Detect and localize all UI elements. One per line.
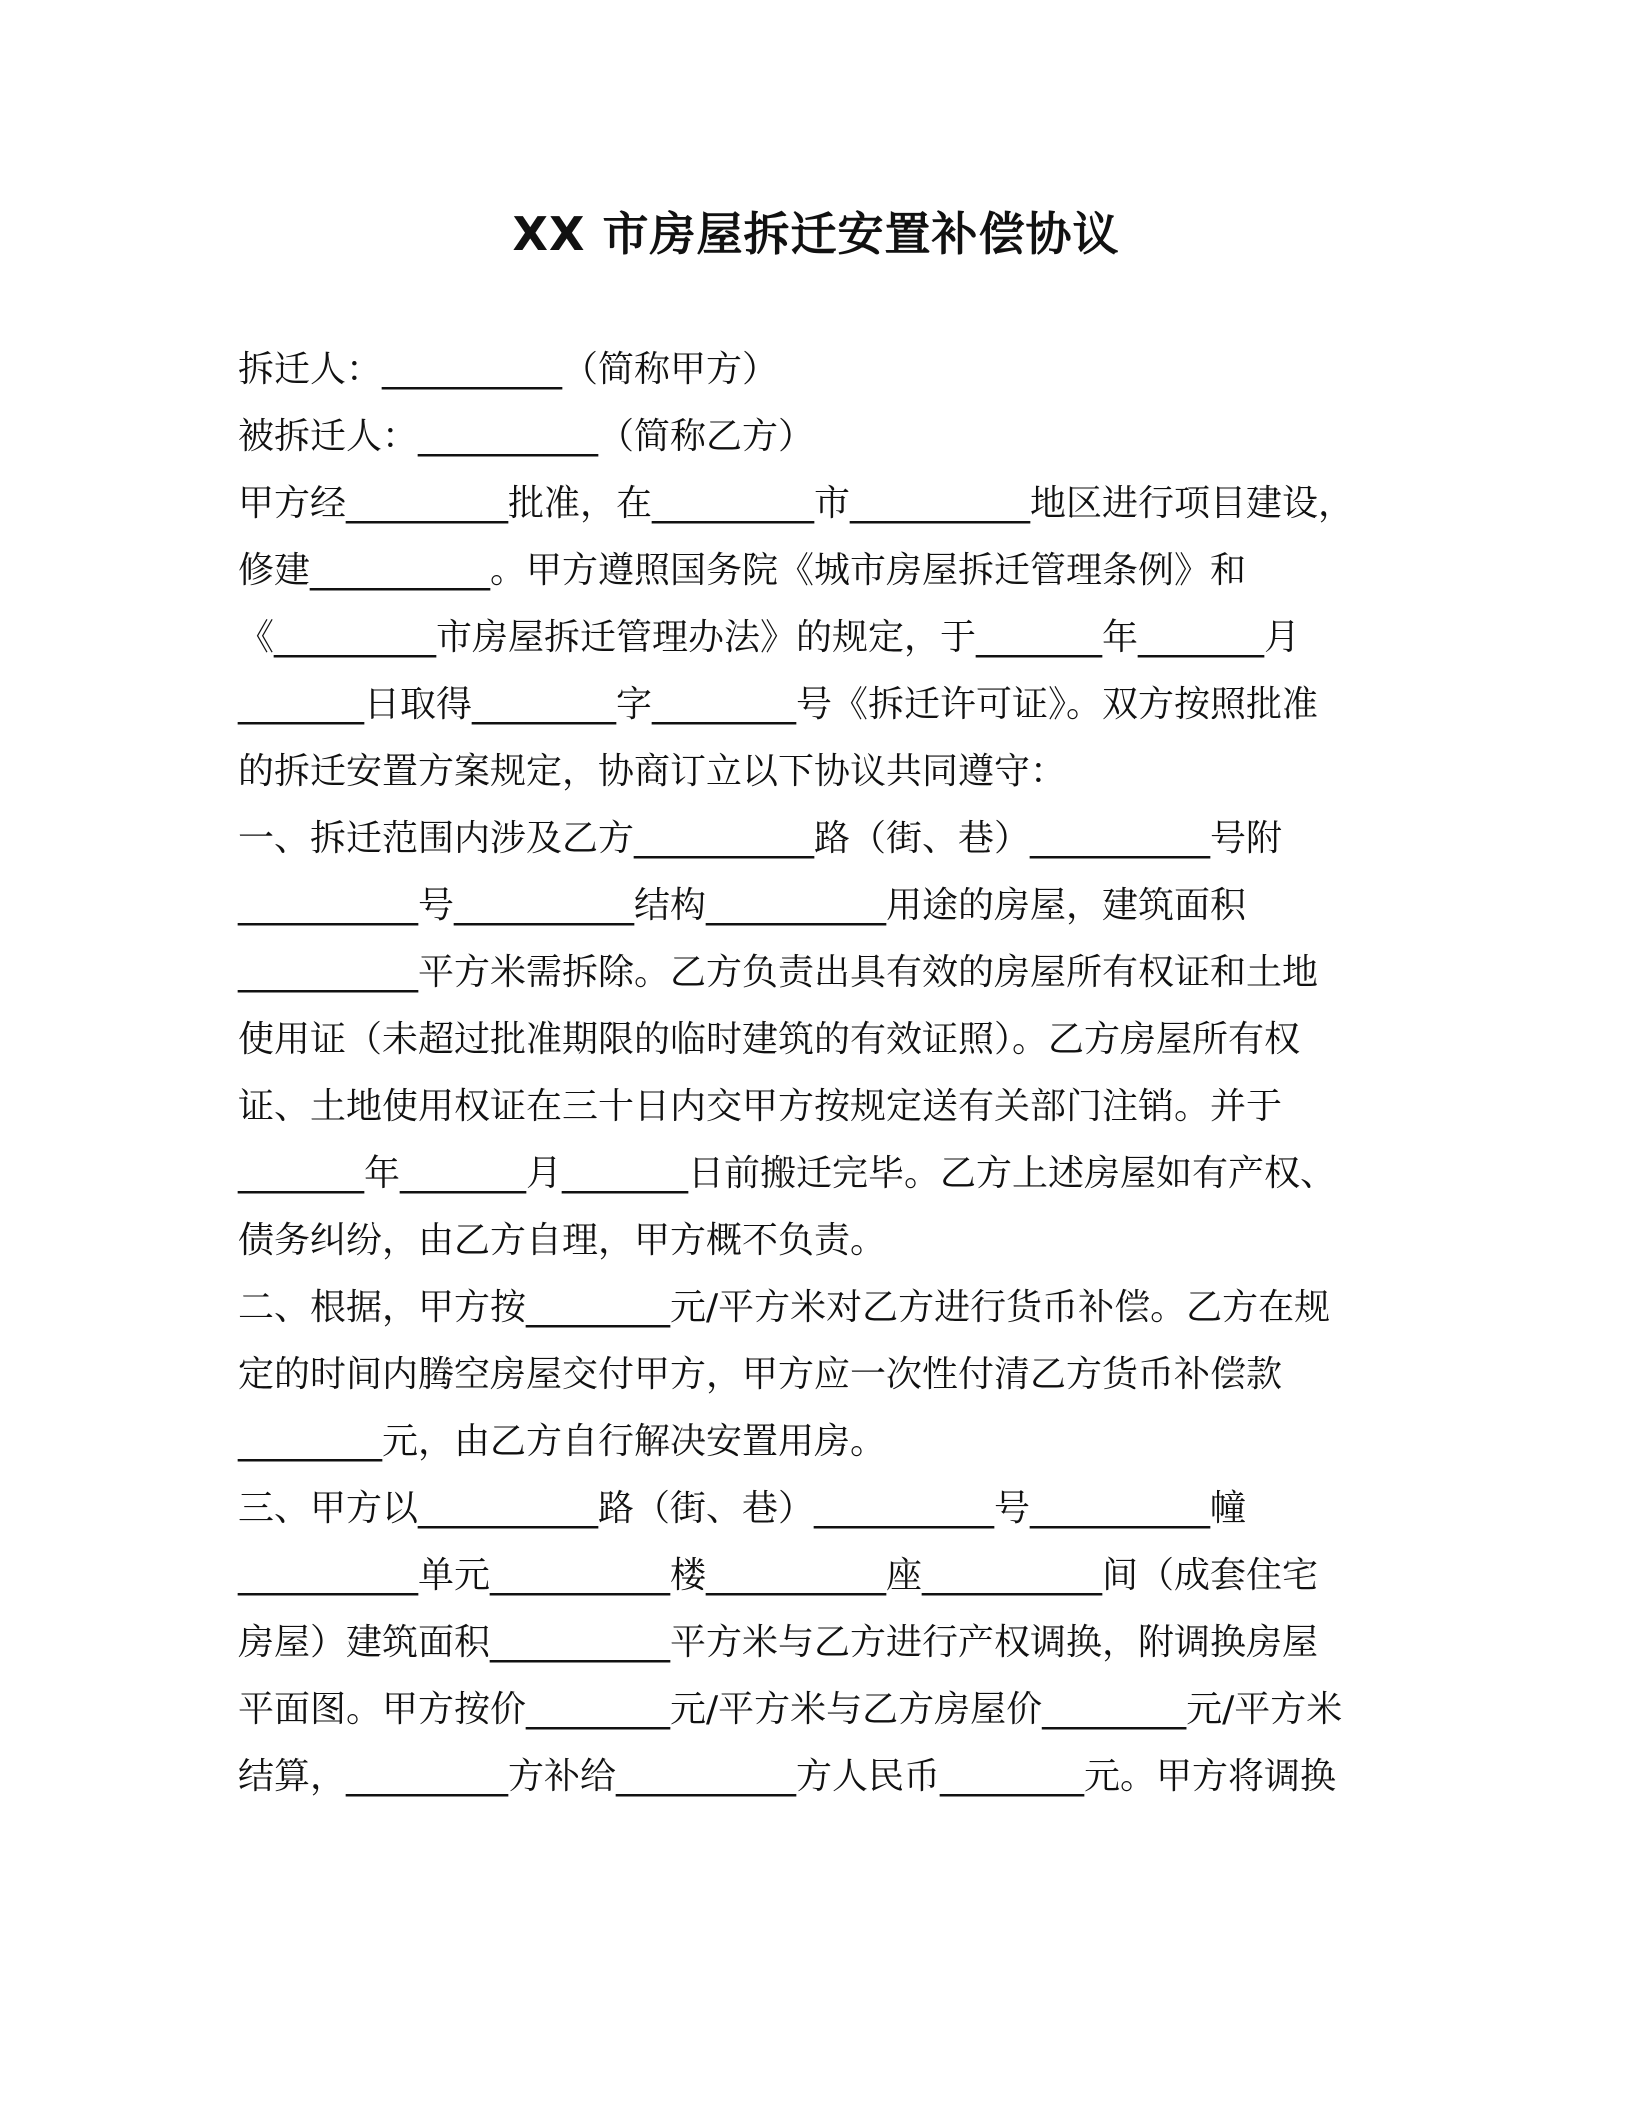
text-line: __________号__________结构__________用途的房屋，建筑面积 [238,885,1247,926]
text-line: 结算，_________方补给__________方人民币________元。甲方将调换 [238,1756,1337,1797]
text-line: 定的时间内腾空房屋交付甲方，甲方应一次性付清乙方货币补偿款 [238,1354,1283,1395]
text-line: 甲方经_________批准，在_________市__________地区进行项目建设， [238,483,1355,524]
text-line: 平面图。甲方按价________元/平方米与乙方房屋价________元/平方米 [238,1689,1343,1730]
agreement-body [238,336,1418,1810]
text-line: 的拆迁安置方案规定，协商订立以下协议共同遵守： [238,751,1067,792]
text-line: __________平方米需拆除。乙方负责出具有效的房屋所有权证和土地 [238,952,1319,993]
text-line: 拆迁人：__________（简称甲方） [238,349,779,390]
text-line: 房屋）建筑面积__________平方米与乙方进行产权调换，附调换房屋 [238,1622,1319,1663]
text-line: _______日取得________字________号《拆迁许可证》。双方按照批准 [238,684,1319,725]
text-line: 修建__________。甲方遵照国务院《城市房屋拆迁管理条例》和 [238,550,1247,591]
text-line: 被拆迁人：__________（简称乙方） [238,416,815,457]
text-line: 债务纠纷，由乙方自理，甲方概不负责。 [238,1220,887,1261]
text-line: 二、根据，甲方按________元/平方米对乙方进行货币补偿。乙方在规 [238,1287,1331,1328]
text-line: 三、甲方以__________路（街、巷）__________号__________幢 [238,1488,1247,1529]
text-line: 《_________市房屋拆迁管理办法》的规定，于_______年_______月 [238,617,1301,658]
document-title: XX 市房屋拆迁安置补偿协议 [512,207,1120,261]
text-line: _______年_______月_______日前搬迁完毕。乙方上述房屋如有产权、 [238,1153,1337,1194]
text-line: 一、拆迁范围内涉及乙方__________路（街、巷）__________号附 [238,818,1283,859]
text-line: 使用证（未超过批准期限的临时建筑的有效证照）。乙方房屋所有权 [238,1019,1301,1060]
text-line: 证、土地使用权证在三十日内交甲方按规定送有关部门注销。并于 [238,1086,1283,1127]
text-line: __________单元__________楼__________座__________间（成套住宅 [238,1555,1319,1596]
text-line: ________元，由乙方自行解决安置用房。 [238,1421,887,1462]
